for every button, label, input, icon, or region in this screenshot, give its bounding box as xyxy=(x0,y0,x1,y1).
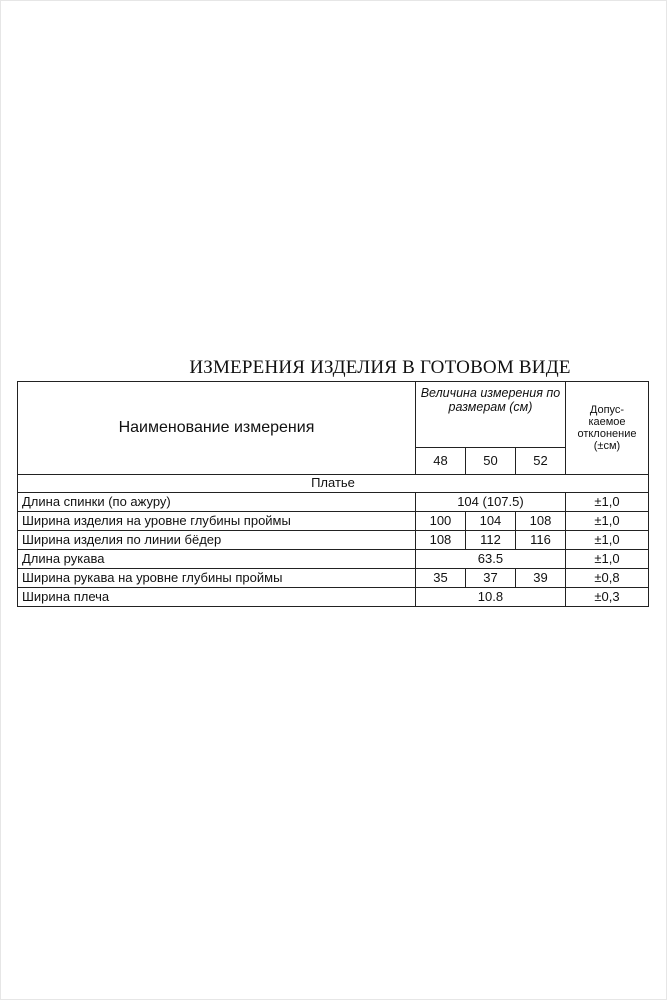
section-label: Платье xyxy=(18,475,649,493)
row-label: Длина рукава xyxy=(18,550,416,569)
table-row xyxy=(18,531,649,550)
size-value: 37 xyxy=(465,569,515,588)
table-row xyxy=(18,493,649,512)
size-value: 35 xyxy=(415,569,465,588)
tolerance-value: ±0,3 xyxy=(565,588,648,607)
header-tolerance-line3: отклонение xyxy=(577,428,637,440)
tolerance-value: ±1,0 xyxy=(565,531,648,550)
header-tolerance-line4: (±см) xyxy=(593,440,621,453)
tolerance-value: ±1,0 xyxy=(565,512,648,531)
size-48: 48 xyxy=(415,448,465,475)
tolerance-value: ±1,0 xyxy=(565,550,648,569)
table-row xyxy=(18,588,649,607)
size-value: 104 xyxy=(465,512,515,531)
size-value: 112 xyxy=(465,531,515,550)
merged-value: 104 (107.5) xyxy=(415,493,565,512)
header-size-group-line2: размерам (см) xyxy=(448,399,533,414)
header-tolerance-line2: каемое xyxy=(588,415,626,428)
table-row xyxy=(18,550,649,569)
row-label: Ширина плеча xyxy=(18,588,416,607)
table-row xyxy=(18,569,649,588)
row-label: Ширина изделия на уровне глубины проймы xyxy=(18,512,416,531)
header-measurement-name: Наименование измерения xyxy=(18,382,416,475)
measurements-table xyxy=(17,381,649,607)
tolerance-value: ±1,0 xyxy=(565,493,648,512)
merged-value: 10.8 xyxy=(415,588,565,607)
section-row xyxy=(18,475,649,493)
header-tolerance xyxy=(565,382,648,475)
document-title: ИЗМЕРЕНИЯ ИЗДЕЛИЯ В ГОТОВОМ ВИДЕ xyxy=(189,357,571,378)
size-value: 100 xyxy=(415,512,465,531)
row-label: Ширина рукава на уровне глубины проймы xyxy=(18,569,416,588)
size-50: 50 xyxy=(465,448,515,475)
header-tolerance-line1: Допус- xyxy=(589,403,625,416)
size-value: 116 xyxy=(515,531,565,550)
header-size-group xyxy=(415,382,565,448)
row-label: Ширина изделия по линии бёдер xyxy=(18,531,416,550)
size-value: 39 xyxy=(515,569,565,588)
size-value: 108 xyxy=(515,512,565,531)
header-size-group-line1: Величина измерения по xyxy=(420,386,561,400)
size-value: 108 xyxy=(415,531,465,550)
table-row xyxy=(18,512,649,531)
row-label: Длина спинки (по ажуру) xyxy=(18,493,416,512)
tolerance-value: ±0,8 xyxy=(565,569,648,588)
table-header-row xyxy=(18,382,649,448)
size-52: 52 xyxy=(515,448,565,475)
merged-value: 63.5 xyxy=(415,550,565,569)
